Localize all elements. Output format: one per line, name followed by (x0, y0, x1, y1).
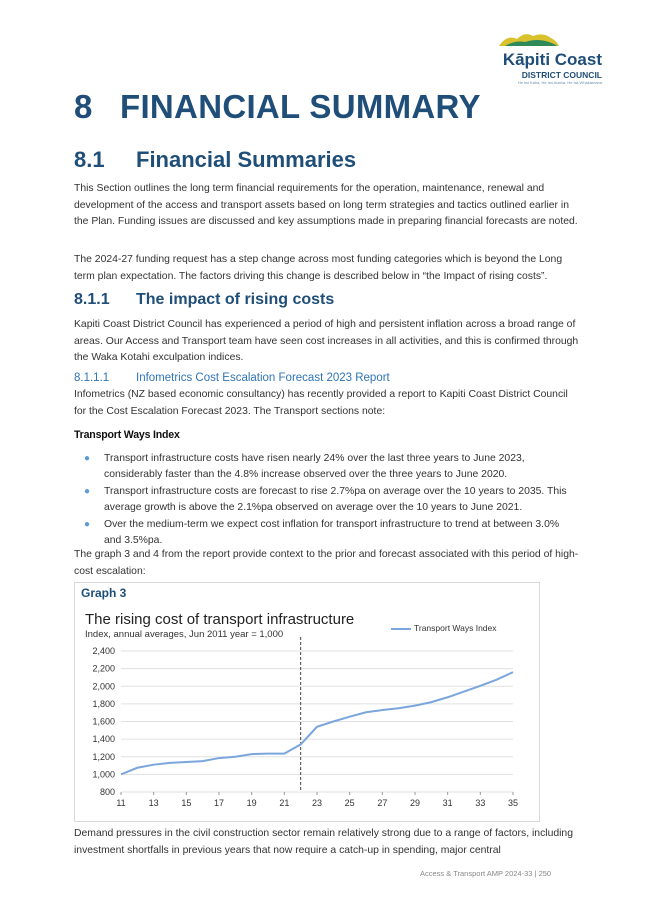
y-tick-label: 800 (99, 787, 115, 797)
intro-paragraph-1: This Section outlines the long term financial requirements for the operation, maintenance, renewal and development of the access and transport assets based on long term strategies and tactics outlined earlier in the Plan. Funding issues are discussed and key assumptions made in preparing financial forecasts are noted. (74, 183, 578, 227)
bullet-text: Transport infrastructure costs have risen nearly 24% over the last three years to June 2023, considerably faster than the 4.8% increase observed over the three years to June 2020. (104, 453, 525, 480)
page-number: 250 (538, 869, 552, 878)
page-footer (420, 869, 551, 878)
x-tick-label: 17 (213, 798, 225, 808)
report-heading (74, 372, 390, 384)
closing-paragraph: Demand pressures in the civil construction sector remain relatively strong due to a range of factors, including investment shortfalls in previous years that now require a catch-up in spending, major central (74, 828, 573, 856)
subsubsection-title: The impact of rising costs (136, 291, 335, 308)
footer-text: Access & Transport AMP 2024-33 (420, 869, 533, 878)
list-item (74, 484, 574, 515)
legend-label: Transport Ways Index (414, 623, 497, 633)
bullet-icon: ● (84, 486, 91, 497)
section-heading (74, 88, 481, 126)
y-tick-label: 2,200 (92, 663, 115, 674)
y-tick-label: 1,800 (92, 698, 115, 709)
x-tick-label: 33 (475, 798, 486, 808)
subsubsection-number: 8.1.1 (74, 291, 110, 308)
x-axis-ticks (116, 792, 518, 808)
x-tick-label: 29 (409, 798, 421, 808)
x-tick-label: 21 (279, 798, 290, 808)
y-tick-label: 1,600 (92, 716, 115, 727)
chart-title: The rising cost of transport infrastructure (85, 611, 355, 628)
section-title: FINANCIAL SUMMARY (120, 88, 481, 125)
bullet-icon: ● (84, 453, 91, 464)
x-tick-label: 11 (116, 798, 126, 808)
y-tick-label: 1,400 (92, 734, 115, 745)
series-line (121, 672, 513, 774)
intro-paragraph-2: The 2024-27 funding request has a step change across most funding categories which is beyond the Long term plan expectation. The factors driving this change is described below in “the Impact of rising costs”. (74, 254, 563, 282)
y-tick-label: 1,000 (92, 769, 115, 780)
infometrics-paragraph: Infometrics (NZ based economic consultancy) has recently provided a report to Kapiti Coast District Council for the Cost Escalation Forecast 2023. The Transport sections note: (74, 389, 568, 417)
x-tick-label: 25 (344, 798, 355, 808)
logo-name: Kāpiti Coast (502, 50, 602, 69)
bullet-text: Transport infrastructure costs are forecast to rise 2.7%pa on average over the 10 years to 2035. This average growth is above the 2.1%pa observed on average over the 10 years to June 2021. (104, 486, 567, 513)
list-item (74, 451, 574, 482)
section-number: 8 (74, 88, 93, 125)
line-chart (75, 583, 539, 821)
x-tick-label: 19 (246, 798, 257, 808)
graph-intro-paragraph: The graph 3 and 4 from the report provide context to the prior and forecast associated with this period of high-cost escalation: (74, 549, 579, 577)
graph-label: Graph 3 (81, 586, 127, 600)
y-tick-label: 2,400 (92, 646, 115, 656)
bullet-icon: ● (84, 519, 91, 530)
x-tick-label: 13 (148, 798, 159, 808)
logo-subtitle: DISTRICT COUNCIL (521, 70, 602, 80)
chart-subtitle: Index, annual averages, Jun 2011 year = 1,000 (85, 629, 284, 640)
subsection-title: Financial Summaries (136, 147, 357, 172)
x-tick-label: 35 (507, 798, 519, 808)
y-axis-ticks (92, 646, 115, 797)
x-tick-label: 27 (377, 798, 388, 808)
y-tick-label: 2,000 (92, 681, 115, 692)
subsubsection-heading (74, 291, 334, 309)
bullet-text: Over the medium-term we expect cost inflation for transport infrastructure to trend at between 3.0% and 3.5%pa. (104, 519, 560, 546)
logo-tagline: He Iwi Kaha, He Iwi Auaha, He Iwi Whakamana (517, 80, 602, 85)
transport-ways-index-heading: Transport Ways Index (74, 429, 180, 441)
rising-costs-paragraph: Kapiti Coast District Council has experienced a period of high and persistent inflation across a broad range of areas. Our Access and Transport team have seen cost increases in all activities, and this is confirmed through the Waka Kotahi exculpation indices. (74, 319, 579, 363)
list-item (74, 517, 574, 548)
bullet-list (74, 451, 574, 550)
x-tick-label: 15 (181, 798, 192, 808)
chart-series (121, 672, 513, 774)
y-tick-label: 1,200 (92, 751, 115, 762)
council-logo (462, 30, 602, 88)
x-tick-label: 23 (311, 798, 323, 808)
report-heading-title: Infometrics Cost Escalation Forecast 2023 Report (136, 372, 390, 384)
mountain-logo-icon (497, 30, 561, 48)
subsection-number: 8.1 (74, 147, 105, 172)
x-tick-label: 31 (442, 798, 453, 808)
graph-figure (74, 582, 540, 822)
report-heading-number: 8.1.1.1 (74, 372, 110, 384)
subsection-heading (74, 147, 356, 173)
footer-separator: | (534, 869, 537, 878)
chart-gridlines (121, 651, 513, 792)
